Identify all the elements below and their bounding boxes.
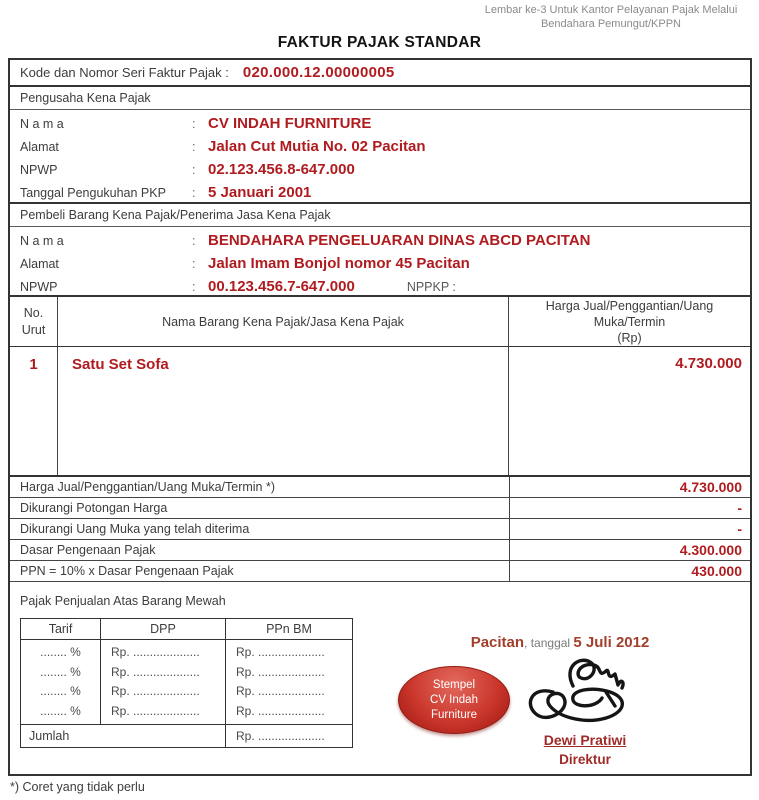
item-amount: 4.730.000 [675, 355, 742, 372]
colon: : [192, 256, 196, 271]
ppnbm-col-tarif: Tarif [21, 619, 101, 639]
signature-scribble [518, 652, 653, 732]
company-stamp [398, 666, 510, 734]
stamp-line-3: Furniture [430, 708, 478, 721]
column-header-item-name [58, 297, 509, 346]
signature-city: Pacitan [470, 634, 525, 651]
ppnbm-ppnbm-column [226, 640, 352, 724]
footnote: *) Coret yang tidak perlu [10, 780, 145, 794]
ppnbm-table-body [21, 640, 352, 725]
ppnbm-tarif-column [21, 640, 101, 724]
signature-date-separator: , tanggal [524, 636, 574, 650]
buyer-address-row [10, 252, 750, 275]
ppnbm-dpp-column [101, 640, 226, 724]
total-row-ppn [10, 561, 750, 582]
buyer-name-value: BENDAHARA PENGELUARAN DINAS ABCD PACITAN [208, 232, 591, 249]
buyer-nppkp-label: NPPKP : [406, 279, 456, 294]
copy-distribution-note [471, 3, 751, 31]
total-value: 4.730.000 [509, 477, 750, 497]
tarif-blank-row: ........ % [40, 664, 81, 679]
total-label: Harga Jual/Penggantian/Uang Muka/Termin *) [20, 480, 275, 494]
seller-name-label: N a m a [20, 116, 64, 131]
seller-section-heading: Pengusaha Kena Pajak [10, 87, 750, 110]
buyer-address-value: Jalan Imam Bonjol nomor 45 Pacitan [208, 255, 470, 272]
seller-pkp-date-value: 5 Januari 2001 [208, 184, 312, 201]
ppnbm-col-dpp: DPP [101, 619, 226, 639]
signer-role: Direktur [559, 752, 611, 767]
invoice-serial-value: 020.000.12.00000005 [242, 64, 395, 81]
buyer-name-row [10, 229, 750, 252]
total-row-potongan-harga [10, 498, 750, 519]
dpp-blank-row: Rp. .................... [111, 645, 200, 660]
colon: : [192, 139, 196, 154]
ppnbm-blank-row: Rp. .................... [236, 664, 325, 679]
page-title: FAKTUR PAJAK STANDAR [277, 34, 482, 51]
total-value: - [509, 519, 750, 539]
seller-name-row [10, 112, 750, 135]
seller-npwp-value: 02.123.456.8-647.000 [208, 161, 355, 178]
ppnbm-jumlah-row [21, 725, 352, 747]
seller-pkp-date-label: Tanggal Pengukuhan PKP [20, 185, 166, 200]
no-header-line1: No. [23, 305, 44, 320]
total-row-uang-muka [10, 519, 750, 540]
ppnbm-table [20, 618, 353, 748]
ppnbm-section-heading: Pajak Penjualan Atas Barang Mewah [20, 594, 226, 608]
dpp-blank-row: Rp. .................... [111, 664, 200, 679]
item-number: 1 [10, 347, 58, 475]
ppnbm-blank-row: Rp. .................... [236, 645, 325, 660]
buyer-npwp-label: NPWP [20, 279, 58, 294]
tarif-blank-row: ........ % [40, 645, 81, 660]
items-table-row [10, 347, 750, 477]
total-label: Dikurangi Uang Muka yang telah diterima [20, 522, 250, 536]
buyer-npwp-value: 00.123.456.7-647.000 [208, 278, 355, 295]
items-table-header [10, 297, 750, 347]
jumlah-label: Jumlah [21, 725, 226, 747]
tarif-blank-row: ........ % [40, 703, 81, 718]
seller-name-value: CV INDAH FURNITURE [208, 115, 372, 132]
seller-address-label: Alamat [20, 139, 59, 154]
total-value: - [509, 498, 750, 518]
colon: : [192, 162, 196, 177]
ppnbm-blank-row: Rp. .................... [236, 684, 325, 699]
ppnbm-table-header [21, 619, 352, 640]
total-value: 430.000 [509, 561, 750, 581]
item-name-header-text: Nama Barang Kena Pajak/Jasa Kena Pajak [162, 314, 404, 329]
buyer-name-label: N a m a [20, 233, 64, 248]
amount-header-line1: Harga Jual/Penggantian/Uang [545, 298, 714, 313]
colon: : [192, 185, 196, 200]
seller-pkp-date-row [10, 181, 750, 204]
note-line-1: Lembar ke-3 Untuk Kantor Pelayanan Pajak Melalui [484, 4, 738, 16]
jumlah-value: Rp. .................... [236, 729, 325, 743]
signer-name: Dewi Pratiwi [543, 732, 627, 748]
total-value: 4.300.000 [509, 540, 750, 560]
column-header-amount [509, 297, 750, 346]
seller-details [10, 110, 750, 204]
seller-address-row [10, 135, 750, 158]
item-name: Satu Set Sofa [58, 347, 509, 475]
dpp-blank-row: Rp. .................... [111, 703, 200, 718]
dpp-blank-row: Rp. .................... [111, 684, 200, 699]
tarif-blank-row: ........ % [40, 684, 81, 699]
total-label: Dikurangi Potongan Harga [20, 501, 168, 515]
no-header-line2: Urut [21, 322, 46, 337]
total-label: Dasar Pengenaan Pajak [20, 543, 156, 557]
note-line-2: Bendahara Pemungut/KPPN [540, 18, 682, 30]
colon: : [192, 233, 196, 248]
ppnbm-col-ppnbm: PPn BM [266, 622, 312, 636]
column-header-no-urut [10, 297, 58, 346]
buyer-address-label: Alamat [20, 256, 59, 271]
seller-npwp-row [10, 158, 750, 181]
colon: : [192, 116, 196, 131]
bottom-section [10, 582, 750, 774]
buyer-details [10, 227, 750, 297]
total-row-harga-jual [10, 477, 750, 498]
amount-header-line2: Muka/Termin [593, 314, 666, 329]
seller-address-value: Jalan Cut Mutia No. 02 Pacitan [208, 138, 426, 155]
invoice-form [8, 58, 752, 776]
buyer-npwp-row [10, 275, 750, 298]
seller-npwp-label: NPWP [20, 162, 58, 177]
invoice-serial-row [10, 60, 750, 87]
buyer-section-heading: Pembeli Barang Kena Pajak/Penerima Jasa Kena Pajak [10, 204, 750, 227]
invoice-serial-label: Kode dan Nomor Seri Faktur Pajak : [20, 65, 229, 80]
total-label: PPN = 10% x Dasar Pengenaan Pajak [20, 564, 234, 578]
ppnbm-blank-row: Rp. .................... [236, 703, 325, 718]
colon: : [192, 279, 196, 294]
total-row-dasar-pengenaan [10, 540, 750, 561]
stamp-line-2: CV Indah [430, 693, 478, 706]
amount-header-line3: (Rp) [617, 330, 642, 345]
signature-date-line [380, 634, 740, 652]
signature-date: 5 Juli 2012 [573, 634, 650, 651]
stamp-line-1: Stempel [432, 678, 476, 691]
